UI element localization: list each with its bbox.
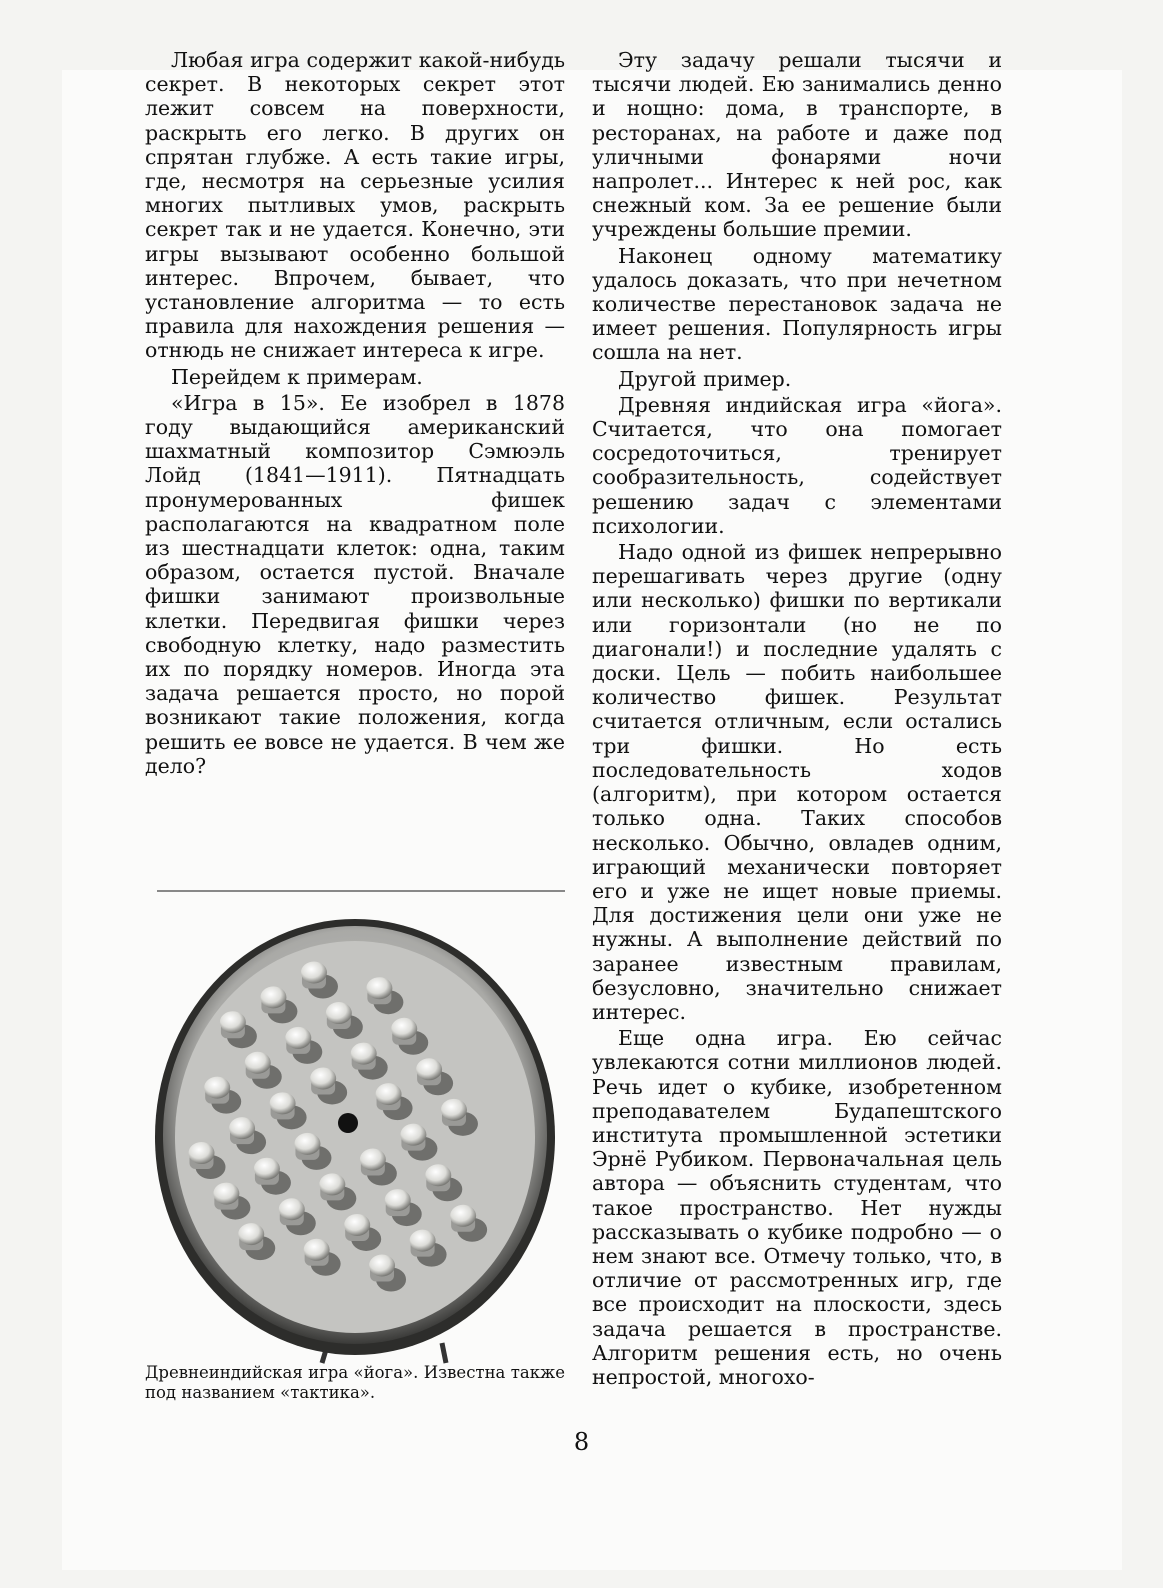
paragraph: «Игра в 15». Ее изобрел в 1878 году выдающийся американский шахматный композитор Сэмюэль Лойд (1841—1911). Пятнадцать пронумерованных фишек располагаются на квадратном поле из шестнадцати клеток: одна, таким образом, остается пустой. Вначале фишки занимают произвольные клетки. Передвигая фишки через свободную клетку, надо разместить их по порядку номеров. Иногда эта задача решается просто, но порой возникают такие положения, когда решить ее вовсе не удается. В чем же дело?	[145, 390, 565, 778]
figure-caption: Древнеиндийская игра «йога». Известна также под названием «тактика».	[145, 1363, 565, 1402]
center-hole	[338, 1113, 358, 1133]
page-number: 8	[573, 1428, 590, 1456]
figure-yoga-board	[150, 905, 565, 1365]
left-column	[145, 48, 565, 778]
peg-solitaire-board-icon	[150, 905, 565, 1365]
paragraph: Наконец одному математику удалось доказать, что при нечетном количестве перестановок задача не имеет решения. Популярность игры сошла на нет.	[592, 243, 1002, 365]
right-column	[592, 48, 1002, 1389]
figure-divider	[157, 890, 565, 892]
paragraph: Еще одна игра. Ею сейчас увлекаются сотни миллионов людей. Речь идет о кубике, изобретенном преподавателем Будапештского института промышленной эстетики Эрнё Рубиком. Первоначальная цель автора — объяснить студентам, что такое пространство. Нет нужды рассказывать о кубике подробно — о нем знают все. Отмечу только, что, в отличие от рассмотренных игр, где все происходит на плоскости, здесь задача решается в пространстве. Алгоритм решения есть, но очень непростой, многохо-	[592, 1026, 1002, 1389]
paragraph: Эту задачу решали тысячи и тысячи людей. Ею занимались денно и нощно: дома, в транспорте, в ресторанах, на работе и даже под уличными фонарями ночи напролет... Интерес к ней рос, как снежный ком. За ее решение были учреждены большие премии.	[592, 48, 1002, 242]
paragraph: Любая игра содержит какой-нибудь секрет. В некоторых секрет этот лежит совсем на поверхности, раскрыть его легко. В других он спрятан глубже. А есть такие игры, где, несмотря на серьезные усилия многих пытливых умов, раскрыть секрет так и не удается. Конечно, эти игры вызывают особенно большой интерес. Впрочем, бывает, что установление алгоритма — то есть правила для нахождения решения — отнюдь не снижает интереса к игре.	[145, 48, 565, 363]
paragraph: Перейдем к примерам.	[171, 364, 423, 389]
paragraph: Надо одной из фишек непрерывно перешагивать через другие (одну или несколько) фишки по вертикали или горизонтали (но не по диагонали!) и последние удалять с доски. Цель — побить наибольшее количество фишек. Результат считается отличным, если остались три фишки. Но есть последовательность ходов (алгоритм), при котором остается только одна. Таких способов несколько. Обычно, овладев одним, играющий механически повторяет его и уже не ищет новые приемы. Для достижения цели они уже не нужны. А выполнение действий по заранее известным правилам, безусловно, значительно снижает интерес.	[592, 540, 1002, 1024]
paragraph: Другой пример.	[618, 366, 792, 391]
paragraph: Древняя индийская игра «йога». Считается, что она помогает сосредоточиться, тренирует сообразительность, содействует решению задач с элементами психологии.	[592, 392, 1002, 538]
